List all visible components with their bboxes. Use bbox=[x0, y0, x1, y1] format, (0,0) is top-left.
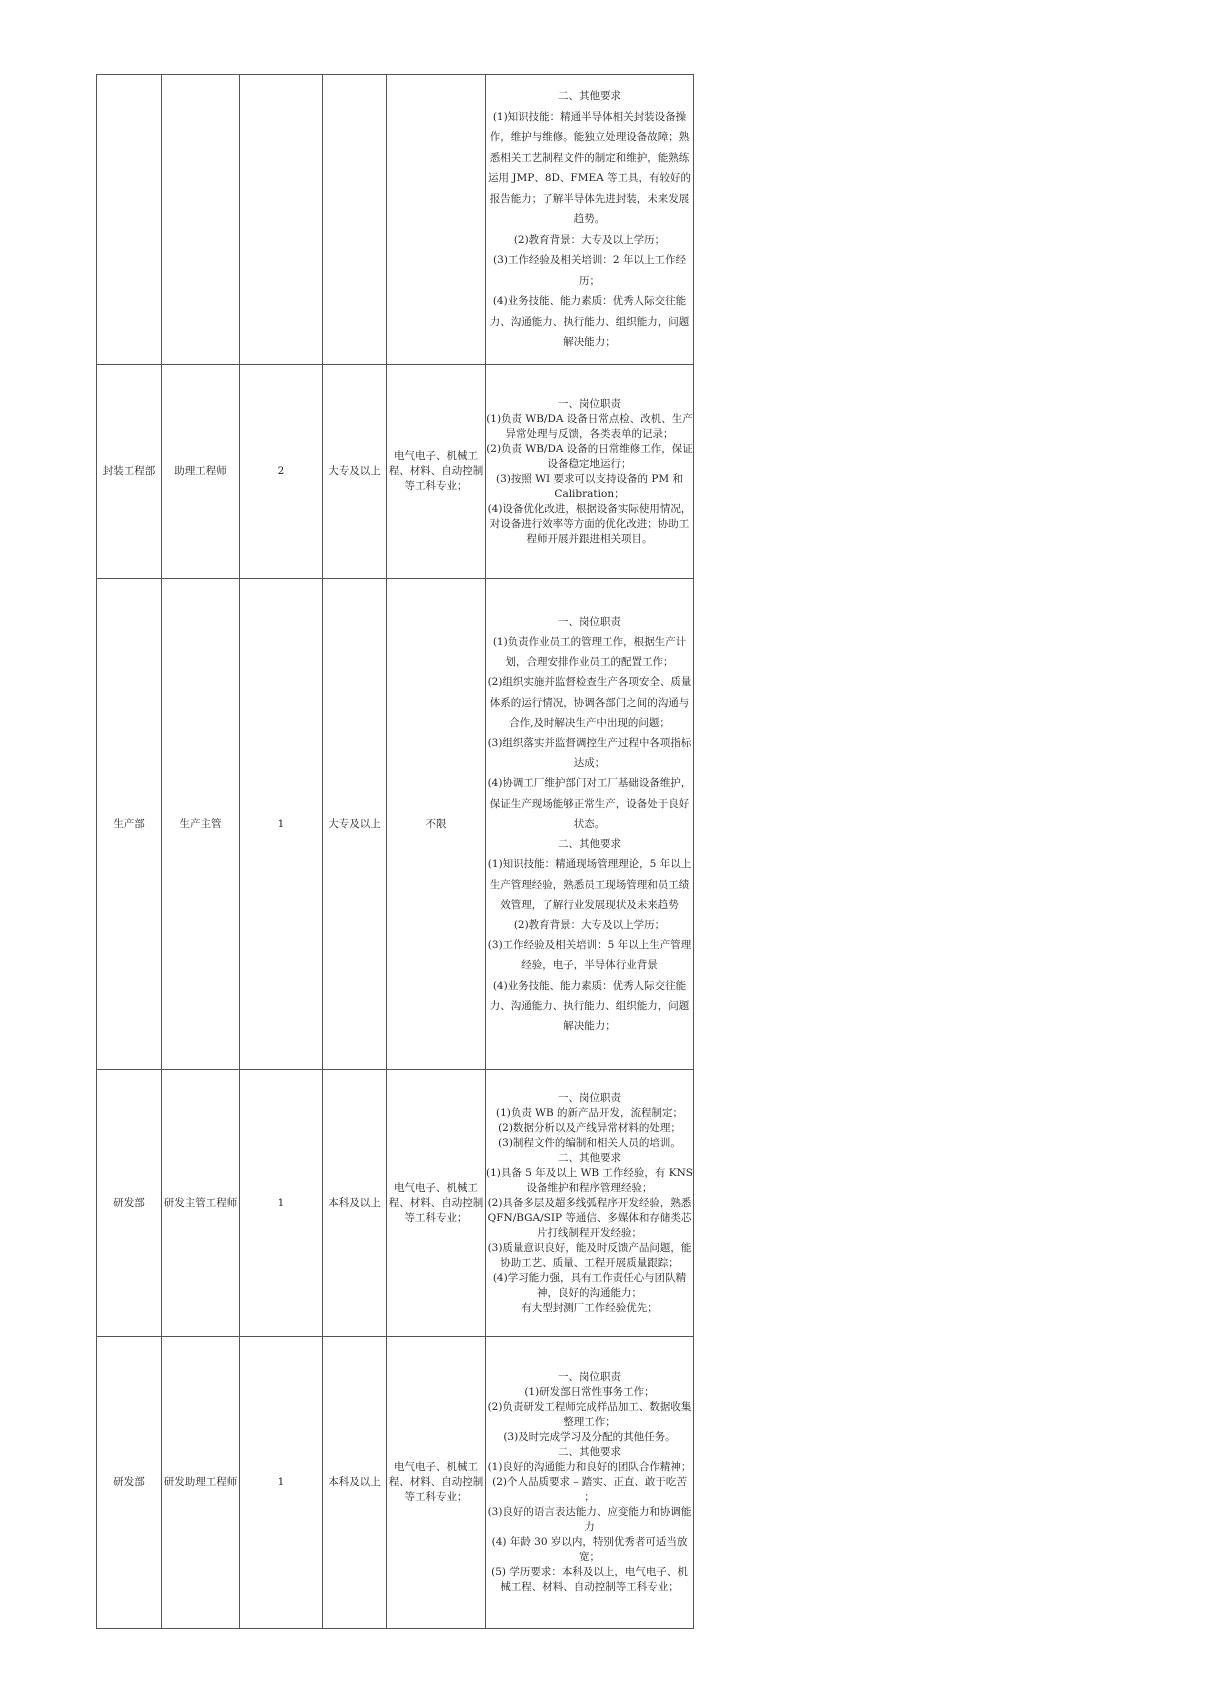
edu-cell: 本科及以上 bbox=[323, 1070, 387, 1337]
table-row bbox=[97, 1337, 694, 1629]
title-cell: 助理工程师 bbox=[162, 365, 240, 579]
desc-line: (4)学习能力强，具有工作责任心与团队精神，良好的沟通能力； bbox=[492, 1271, 687, 1299]
major-cell: 电气电子、机械工程、材料、自动控制等工科专业； bbox=[387, 1070, 486, 1337]
dept-cell: 研发部 bbox=[97, 1337, 162, 1629]
desc-line: (4) 年龄 30 岁以内，特别优秀者可适当放宽； bbox=[491, 1536, 688, 1563]
desc-cell bbox=[486, 75, 694, 365]
desc-line: (2)教育背景：大专及以上学历； bbox=[513, 918, 666, 931]
desc-line: 二、其他要求 bbox=[558, 1446, 621, 1458]
desc-line: (3)组织落实并监督调控生产过程中各项指标达成； bbox=[487, 737, 692, 770]
desc-line: (2)具备多层及超多线弧程序开发经验，熟悉 QFN/BGA/SIP 等通信、多媒体和存储类芯片打线制程开发经验； bbox=[487, 1196, 692, 1239]
desc-line: (1)研发部日常性事务工作； bbox=[524, 1386, 655, 1398]
desc-line: (2)数据分析以及产线异常材料的处理； bbox=[498, 1121, 681, 1134]
count-cell: 2 bbox=[240, 365, 323, 579]
desc-line: (3)按照 WI 要求可以支持设备的 PM 和 Calibration； bbox=[496, 472, 683, 500]
dept-cell: 封装工程部 bbox=[97, 365, 162, 579]
count-cell bbox=[240, 75, 323, 365]
desc-cell bbox=[486, 365, 694, 579]
major-cell: 不限 bbox=[387, 579, 486, 1070]
title-cell: 生产主管 bbox=[162, 579, 240, 1070]
desc-line: 一、岗位职责 bbox=[558, 1371, 621, 1383]
desc-line: (2)个人品质要求 – 踏实、正直、敢于吃苦 ； bbox=[492, 1476, 687, 1503]
desc-line: (4)业务技能、能力素质：优秀人际交往能力、沟通能力、执行能力、组织能力，问题解决能力； bbox=[489, 979, 690, 1032]
major-cell: 电气电子、机械工程、材料、自动控制等工科专业； bbox=[387, 365, 486, 579]
desc-cell bbox=[486, 1337, 694, 1629]
desc-line: (3)制程文件的编制和相关人员的培训。 bbox=[498, 1136, 681, 1149]
desc-line: 二、其他要求 bbox=[558, 90, 621, 103]
desc-line: 一、岗位职责 bbox=[558, 1091, 621, 1104]
desc-line: (1)负责 WB/DA 设备日常点检、改机、生产异常处理与反馈，各类表单的记录； bbox=[486, 412, 693, 440]
desc-cell bbox=[486, 1070, 694, 1337]
title-cell bbox=[162, 75, 240, 365]
desc-line: 一、岗位职责 bbox=[558, 615, 621, 628]
desc-line: (1)知识技能：精通半导体相关封装设备操作，维护与维修。能独立处理设备故障；熟悉相关工艺制程文件的制定和维护，能熟练运用 JMP、8D、FMEA 等工具，有较好的报告能力；了解半导体先进封装，未来发展趋势。 bbox=[487, 110, 692, 226]
desc-line: (3)良好的语言表达能力、应变能力和协调能力 bbox=[487, 1506, 692, 1533]
dept-cell bbox=[97, 75, 162, 365]
desc-line: (4)协调工厂维护部门对工厂基础设备维护，保证生产现场能够正常生产，设备处于良好状态。 bbox=[487, 777, 692, 830]
desc-line: (2)教育背景：大专及以上学历； bbox=[513, 233, 666, 246]
desc-line: (4)业务技能、能力素质：优秀人际交往能力、沟通能力、执行能力、组织能力，问题解决能力； bbox=[489, 295, 690, 349]
desc-line: (2)负责 WB/DA 设备的日常维修工作，保证设备稳定地运行； bbox=[486, 442, 693, 470]
desc-line: (1)知识技能：精通现场管理理论，5 年以上生产管理经验，熟悉员工现场管理和员工绩效管理，了解行业发展现状及未来趋势 bbox=[487, 858, 692, 911]
dept-cell: 生产部 bbox=[97, 579, 162, 1070]
table-row bbox=[97, 75, 694, 365]
table-row bbox=[97, 365, 694, 579]
desc-line: 有大型封测厂工作经验优先； bbox=[521, 1301, 658, 1314]
desc-line: (2)组织实施并监督检查生产各项安全、质量体系的运行情况，协调各部门之间的沟通与合作,及时解决生产中出现的问题； bbox=[487, 676, 692, 729]
major-cell: 电气电子、机械工程、材料、自动控制等工科专业； bbox=[387, 1337, 486, 1629]
desc-cell bbox=[486, 579, 694, 1070]
count-cell: 1 bbox=[240, 1337, 323, 1629]
desc-line: (3)及时完成学习及分配的其他任务。 bbox=[503, 1431, 676, 1443]
desc-line: (3)质量意识良好，能及时反馈产品问题，能协助工艺、质量、工程开展质量跟踪； bbox=[487, 1241, 692, 1269]
desc-line: (1)良好的沟通能力和良好的团队合作精神； bbox=[487, 1461, 692, 1473]
desc-line: (3)工作经验及相关培训：5 年以上生产管理经验，电子，半导体行业背景 bbox=[487, 939, 692, 972]
edu-cell bbox=[323, 75, 387, 365]
edu-cell: 本科及以上 bbox=[323, 1337, 387, 1629]
desc-line: (2)负责研发工程师完成样品加工、数据收集整理工作； bbox=[487, 1401, 692, 1428]
table-row bbox=[97, 1070, 694, 1337]
count-cell: 1 bbox=[240, 1070, 323, 1337]
desc-line: 一、岗位职责 bbox=[558, 397, 621, 410]
desc-line: 二、其他要求 bbox=[558, 1151, 621, 1164]
count-cell: 1 bbox=[240, 579, 323, 1070]
desc-line: (3)工作经验及相关培训：2 年以上工作经历； bbox=[493, 254, 686, 287]
edu-cell: 大专及以上 bbox=[323, 365, 387, 579]
title-cell: 研发主管工程师 bbox=[162, 1070, 240, 1337]
desc-line: (4)设备优化改进，根据设备实际使用情况，对设备进行效率等方面的优化改进；协助工程师开展并跟进相关项目。 bbox=[487, 502, 692, 545]
desc-line: (1)具备 5 年及以上 WB 工作经验，有 KNS 设备维护和程序管理经验； bbox=[486, 1166, 693, 1194]
edu-cell: 大专及以上 bbox=[323, 579, 387, 1070]
table-row bbox=[97, 579, 694, 1070]
title-cell: 研发助理工程师 bbox=[162, 1337, 240, 1629]
desc-line: (1)负责 WB 的新产品开发，流程制定； bbox=[495, 1106, 684, 1119]
recruitment-table bbox=[96, 74, 694, 1629]
desc-line: (5) 学历要求：本科及以上，电气电子、机械工程、材料、自动控制等工科专业； bbox=[491, 1566, 688, 1593]
desc-line: (1)负责作业员工的管理工作，根据生产计划，合理安排作业员工的配置工作； bbox=[492, 636, 687, 669]
major-cell bbox=[387, 75, 486, 365]
dept-cell: 研发部 bbox=[97, 1070, 162, 1337]
desc-line: 二、其他要求 bbox=[558, 838, 621, 851]
